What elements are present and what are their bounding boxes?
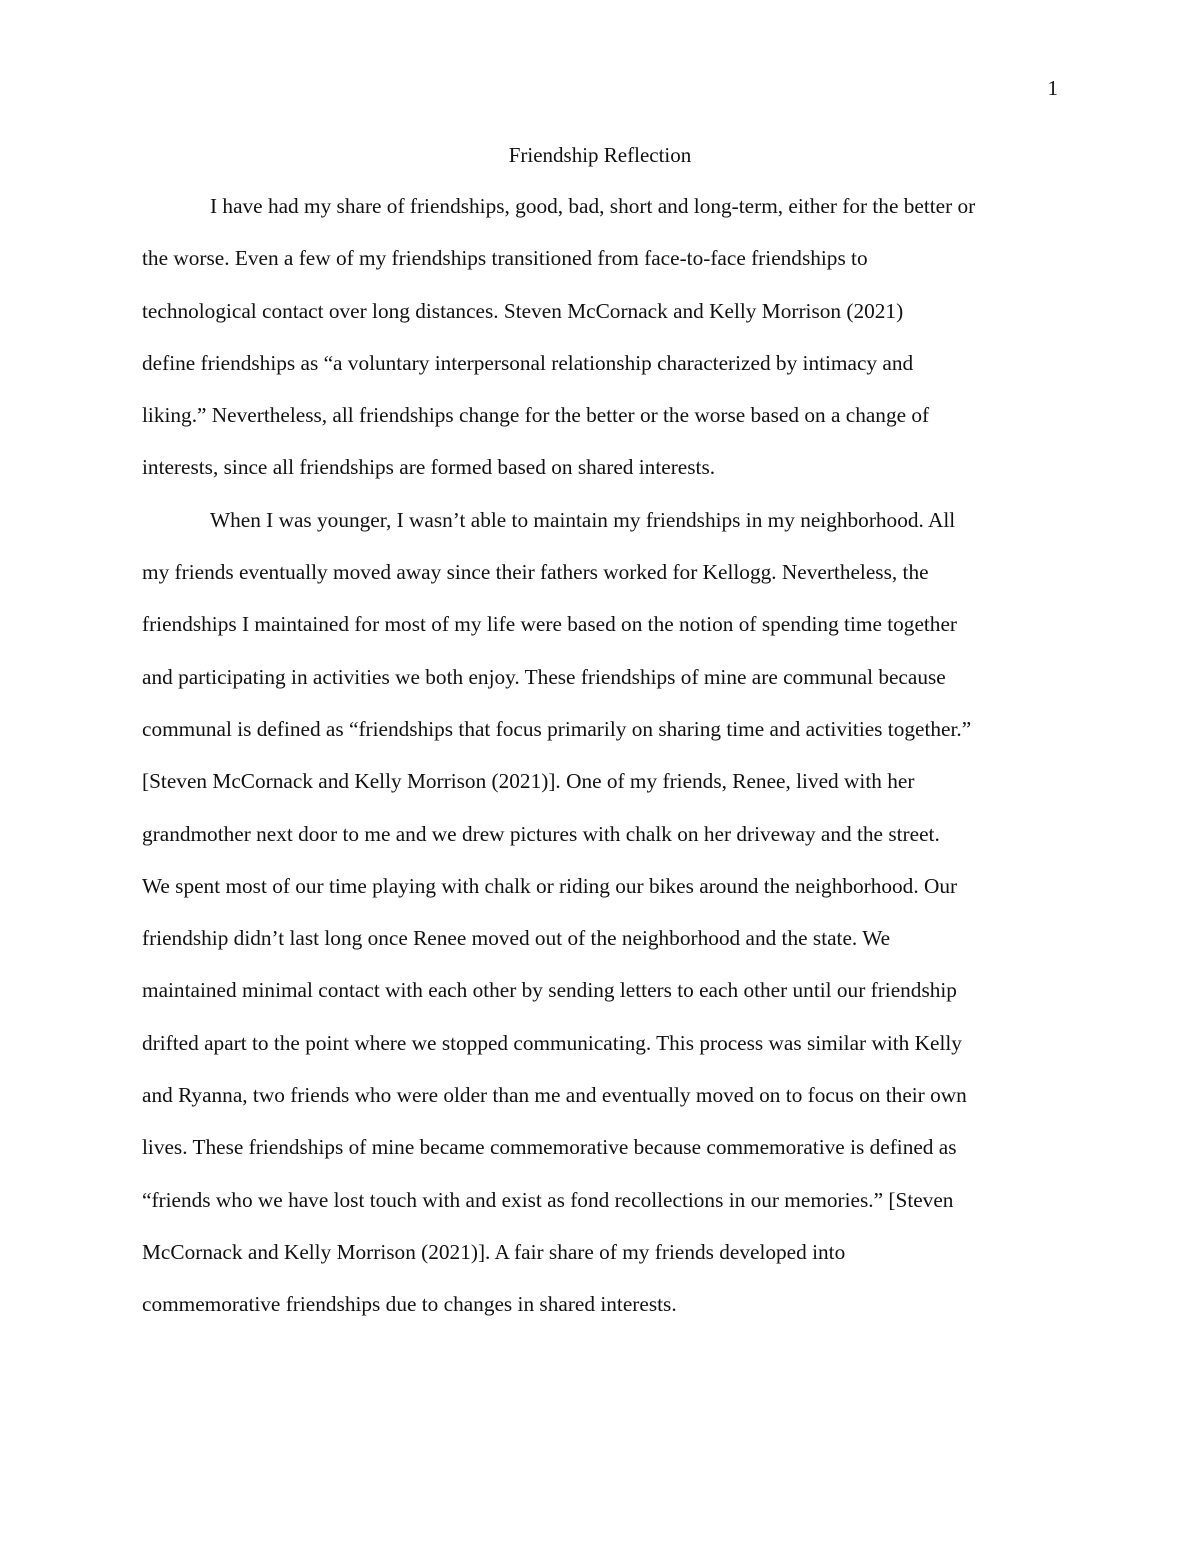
document-title: Friendship Reflection: [508, 143, 692, 167]
document-body: [142, 180, 1058, 1331]
paragraph-2-line-9: friendship didn’t last long once Renee moved out of the neighborhood and the state. We: [142, 926, 891, 951]
paragraph-2-line-12: and Ryanna, two friends who were older than me and eventually moved on to focus on their own: [142, 1083, 967, 1108]
paragraph-2-line-2: my friends eventually moved away since their fathers worked for Kellogg. Nevertheless, the: [142, 560, 929, 585]
paragraph-2-line-11: drifted apart to the point where we stopped communicating. This process was similar with Kelly: [142, 1030, 962, 1055]
paragraph-2-line-5: communal is defined as “friendships that focus primarily on sharing time and activities together.”: [142, 716, 972, 741]
paragraph-1-line-2: the worse. Even a few of my friendships transitioned from face-to-face friendships to: [142, 246, 868, 271]
paragraph-1-line-4: define friendships as “a voluntary interpersonal relationship characterized by intimacy and: [142, 350, 914, 375]
paragraph-2-line-7: grandmother next door to me and we drew pictures with chalk on her driveway and the street.: [142, 821, 940, 846]
paragraph-1-line-6: interests, since all friendships are formed based on shared interests.: [142, 455, 716, 480]
paragraph-1-line-3: technological contact over long distances. Steven McCornack and Kelly Morrison (2021): [142, 298, 904, 323]
paragraph-1-line-1: I have had my share of friendships, good, bad, short and long-term, either for the better or: [210, 194, 976, 218]
paragraph-1-line-5: liking.” Nevertheless, all friendships change for the better or the worse based on a change of: [142, 403, 930, 428]
paragraph-2-line-13: lives. These friendships of mine became commemorative because commemorative is defined as: [142, 1135, 957, 1160]
paragraph-2-line-15: McCornack and Kelly Morrison (2021)]. A fair share of my friends developed into: [142, 1239, 846, 1264]
paragraph-2-line-8: We spent most of our time playing with chalk or riding our bikes around the neighborhood. Our: [142, 873, 958, 898]
paragraph-2-line-4: and participating in activities we both enjoy. These friendships of mine are communal because: [142, 664, 946, 689]
paragraph-2-line-14: “friends who we have lost touch with and exist as fond recollections in our memories.” [Steven: [142, 1187, 954, 1212]
paragraph-2-line-6: [Steven McCornack and Kelly Morrison (2021)]. One of my friends, Renee, lived with her: [142, 769, 915, 794]
paragraph-2-line-3: friendships I maintained for most of my life were based on the notion of spending time together: [142, 612, 958, 637]
paragraph-2-line-1: When I was younger, I wasn’t able to maintain my friendships in my neighborhood. All: [210, 507, 956, 532]
paragraph-2-line-16: commemorative friendships due to changes in shared interests.: [142, 1292, 677, 1317]
paragraph-2-line-10: maintained minimal contact with each other by sending letters to each other until our friendship: [142, 978, 957, 1003]
page-number: 1: [1047, 76, 1058, 100]
